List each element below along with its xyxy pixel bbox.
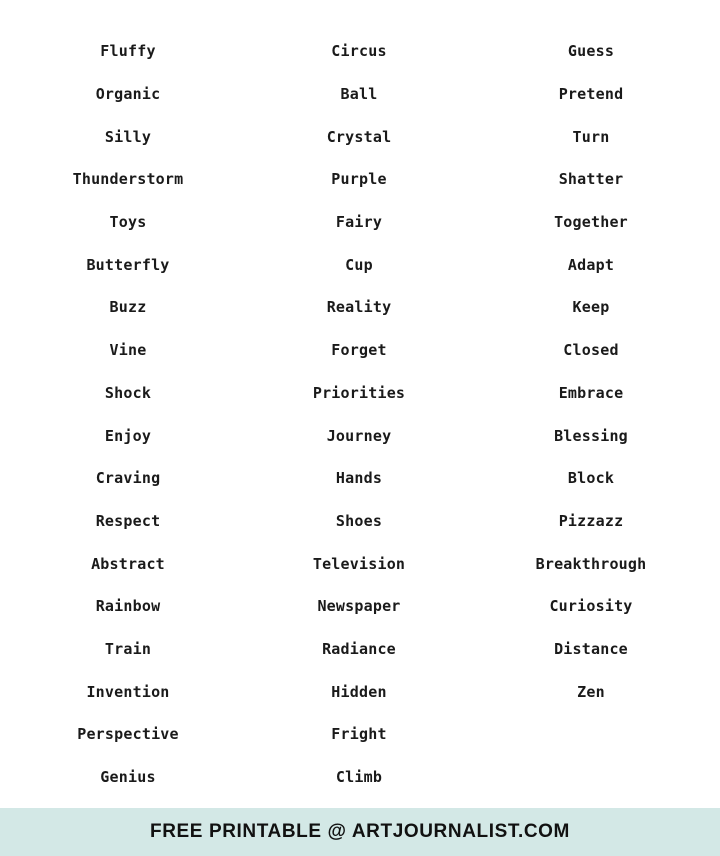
word-item: Together [554, 213, 628, 232]
word-item: Reality [326, 298, 392, 317]
footer-banner [0, 808, 720, 856]
word-item: Hidden [331, 682, 387, 701]
word-item: Crystal [326, 127, 392, 146]
word-item: Pretend [558, 85, 624, 104]
word-item: Adapt [567, 255, 615, 274]
word-item: Vine [109, 341, 147, 360]
word-item: Purple [331, 170, 387, 189]
word-item: Turn [572, 127, 610, 146]
word-item: Enjoy [104, 426, 152, 445]
word-item: Newspaper [317, 597, 401, 616]
word-item: Pizzazz [558, 511, 624, 530]
word-item: Invention [86, 682, 170, 701]
footer-credit-text: FREE PRINTABLE @ ARTJOURNALIST.COM [150, 821, 570, 842]
word-item: Radiance [322, 639, 396, 658]
word-item: Fluffy [100, 42, 156, 61]
word-item: Buzz [109, 298, 147, 317]
word-item: Curiosity [549, 597, 633, 616]
word-item: Distance [554, 639, 628, 658]
word-item: Silly [104, 127, 152, 146]
word-item: Circus [331, 42, 387, 61]
word-item: Thunderstorm [72, 170, 184, 189]
word-item: Train [104, 639, 152, 658]
word-item: Television [312, 554, 406, 573]
word-item: Craving [95, 469, 161, 488]
word-column-1 [12, 30, 244, 798]
word-item: Abstract [91, 554, 165, 573]
word-item: Butterfly [86, 255, 170, 274]
word-item: Fairy [335, 213, 383, 232]
word-item: Zen [577, 682, 605, 701]
word-item: Guess [567, 42, 615, 61]
word-item: Genius [100, 768, 156, 787]
word-item: Rainbow [95, 597, 161, 616]
word-item: Organic [95, 85, 161, 104]
word-item: Cup [345, 255, 373, 274]
word-item: Ball [340, 85, 378, 104]
word-item: Perspective [77, 725, 179, 744]
word-item: Blessing [554, 426, 628, 445]
word-item: Fright [331, 725, 387, 744]
word-item: Hands [335, 469, 383, 488]
word-item: Climb [335, 768, 383, 787]
word-item: Keep [572, 298, 610, 317]
word-column-3 [475, 30, 707, 713]
word-item: Closed [563, 341, 619, 360]
word-item: Toys [109, 213, 147, 232]
word-item: Journey [326, 426, 392, 445]
word-item: Shoes [335, 511, 383, 530]
word-item: Shatter [558, 170, 624, 189]
word-item: Priorities [312, 383, 406, 402]
word-column-2 [243, 30, 475, 798]
word-item: Breakthrough [535, 554, 647, 573]
word-item: Block [567, 469, 615, 488]
word-item: Forget [331, 341, 387, 360]
word-item: Respect [95, 511, 161, 530]
word-item: Shock [104, 383, 152, 402]
word-item: Embrace [558, 383, 624, 402]
